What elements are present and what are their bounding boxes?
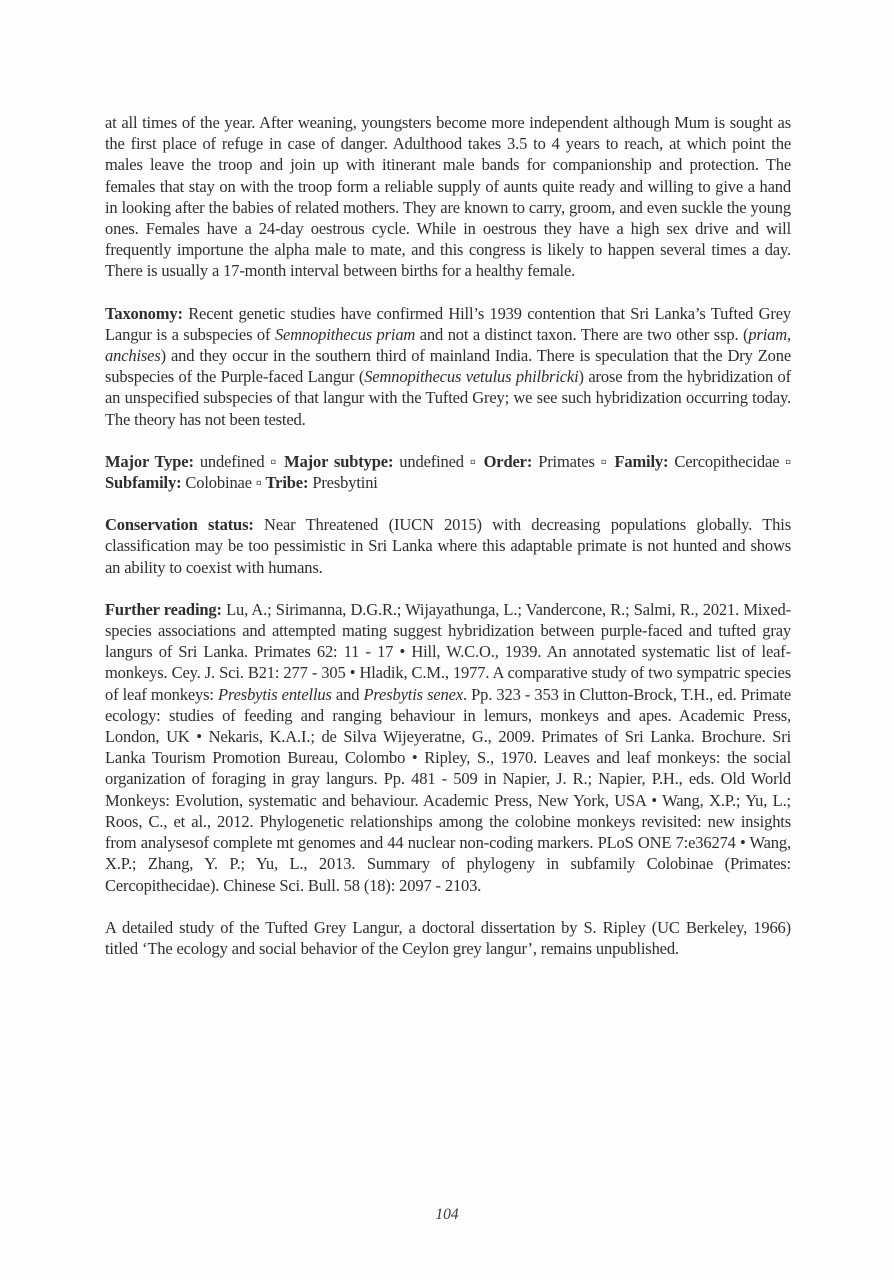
- text-run: undefined ▫: [399, 451, 484, 471]
- text-run: Recent genetic studies have confirmed Hill’s 1939 contention that Sri Lanka’s Tufted Grey Langur is a subspecies of: [105, 303, 791, 344]
- text-run: at all times of the year. After weaning, youngsters become more independent although Mum is sought as the first place of refuge in case of danger. Adulthood takes 3.5 to 4 years to reach, at which point the males leave the troop and join up with itinerant male bands for companionship and protection. The females that stay on with the troop form a reliable supply of aunts quite ready and willing to give a hand in looking after the babies of related mothers. They are known to carry, groom, and even suckle the young ones. Females have a 24-day oestrous cycle. While in oestrous they have a high sex drive and will frequently importune the alpha male to mate, and this congress is likely to happen several times a day. There is usually a 17-month interval between births for a healthy female.: [105, 113, 791, 281]
- text-run: Subfamily:: [105, 473, 186, 493]
- paragraph: [105, 451, 791, 493]
- text-run: undefined ▫: [199, 451, 285, 471]
- text-run: Lu, A.; Sirimanna, D.G.R.; Wijayathunga, L.; Vandercone, R.; Salmi, R., 2021. Mixed-species associations and attempted mating suggest hybridization between purple-faced and tufted gray langurs of Sri Lanka. Primates 62: 11 - 17 • Hill, W.C.O., 1939. An annotated systematic list of leaf-monkeys. Cey. J. Sci. B21: 277 - 305 • Hladik, C.M., 1977. A comparative study of two sympatric species of leaf monkeys:: [105, 599, 791, 704]
- paragraph: [105, 303, 791, 430]
- text-run: Cercopithecidae ▫: [674, 451, 792, 471]
- text-run: Family:: [614, 451, 675, 471]
- text-run: ) and they occur in the southern third of mainland India. There is speculation that the Dry Zone subspecies of the Purple-faced Langur (: [105, 346, 791, 387]
- text-run: Major subtype:: [284, 451, 400, 471]
- text-run: Colobinae ▫: [185, 473, 266, 493]
- text-run: Semnopithecus priam: [274, 324, 416, 344]
- text-run: Tribe:: [265, 473, 313, 493]
- text-run: Order:: [483, 451, 539, 471]
- text-run: ,: [787, 324, 791, 344]
- text-run: . Pp. 323 - 353 in Clutton-Brock, T.H., ed. Primate ecology: studies of feeding and ranging behaviour in lemurs, monkeys and apes. Academic Press, London, UK • Nekaris, K.A.I.; de Silva Wijeyeratne, G., 2009. Primates of Sri Lanka. Brochure. Sri Lanka Tourism Promotion Bureau, Colombo • Ripley, S., 1970. Leaves and leaf monkeys: the social organization of foraging in gray langurs. Pp. 481 - 509 in Napier, J. R.; Napier, P.H., eds. Old World Monkeys: Evolution, systematic and behaviour. Academic Press, New York, USA • Wang, X.P.; Yu, L.; Roos, C., et al., 2012. Phylogenetic relationships among the colobine monkeys revisited: new insights from analysesof complete mt genomes and 44 nuclear non-coding markers. PLoS ONE 7:e36274 • Wang, X.P.; Zhang, Y. P.; Yu, L., 2013. Summary of phylogeny in subfamily Colobinae (Primates: Cercopithecidae). Chinese Sci. Bull. 58 (18): 2097 - 2103.: [105, 684, 791, 895]
- paragraph: [105, 599, 791, 896]
- text-run: Further reading:: [105, 599, 227, 619]
- text-run: Semnopithecus vetulus philbricki: [364, 367, 579, 387]
- text-run: Presbytis senex: [363, 684, 463, 704]
- text-run: and: [331, 684, 364, 704]
- text-run: A detailed study of the Tufted Grey Langur, a doctoral dissertation by S. Ripley (UC Berkeley, 1966) titled ‘The ecology and social behavior of the Ceylon grey langur’, remains unpublished.: [105, 917, 791, 958]
- paragraph: [105, 514, 791, 578]
- text-run: and not a distinct taxon. There are two other ssp. (: [415, 324, 749, 344]
- paragraph: [105, 112, 791, 282]
- text-run: ) arose from the hybridization of an unspecified subspecies of that langur with the Tufted Grey; we see such hybridization occurring today. The theory has not been tested.: [105, 367, 791, 429]
- paragraph: [105, 917, 791, 959]
- text-run: Presbytini: [312, 473, 378, 493]
- text-run: Conservation status:: [105, 515, 265, 535]
- text-run: Presbytis entellus: [218, 684, 332, 704]
- text-run: Primates ▫: [538, 451, 615, 471]
- page-number: 104: [435, 1206, 459, 1223]
- text-run: priam: [748, 324, 788, 344]
- text-run: anchises: [105, 346, 161, 366]
- text-run: Taxonomy:: [105, 303, 189, 323]
- text-run: Near Threatened (IUCN 2015) with decreasing populations globally. This classification may be too pessimistic in Sri Lanka where this adaptable primate is not hunted and shows an ability to coexist with humans.: [105, 515, 791, 577]
- page-body: [105, 112, 791, 959]
- text-run: Major Type:: [105, 451, 200, 471]
